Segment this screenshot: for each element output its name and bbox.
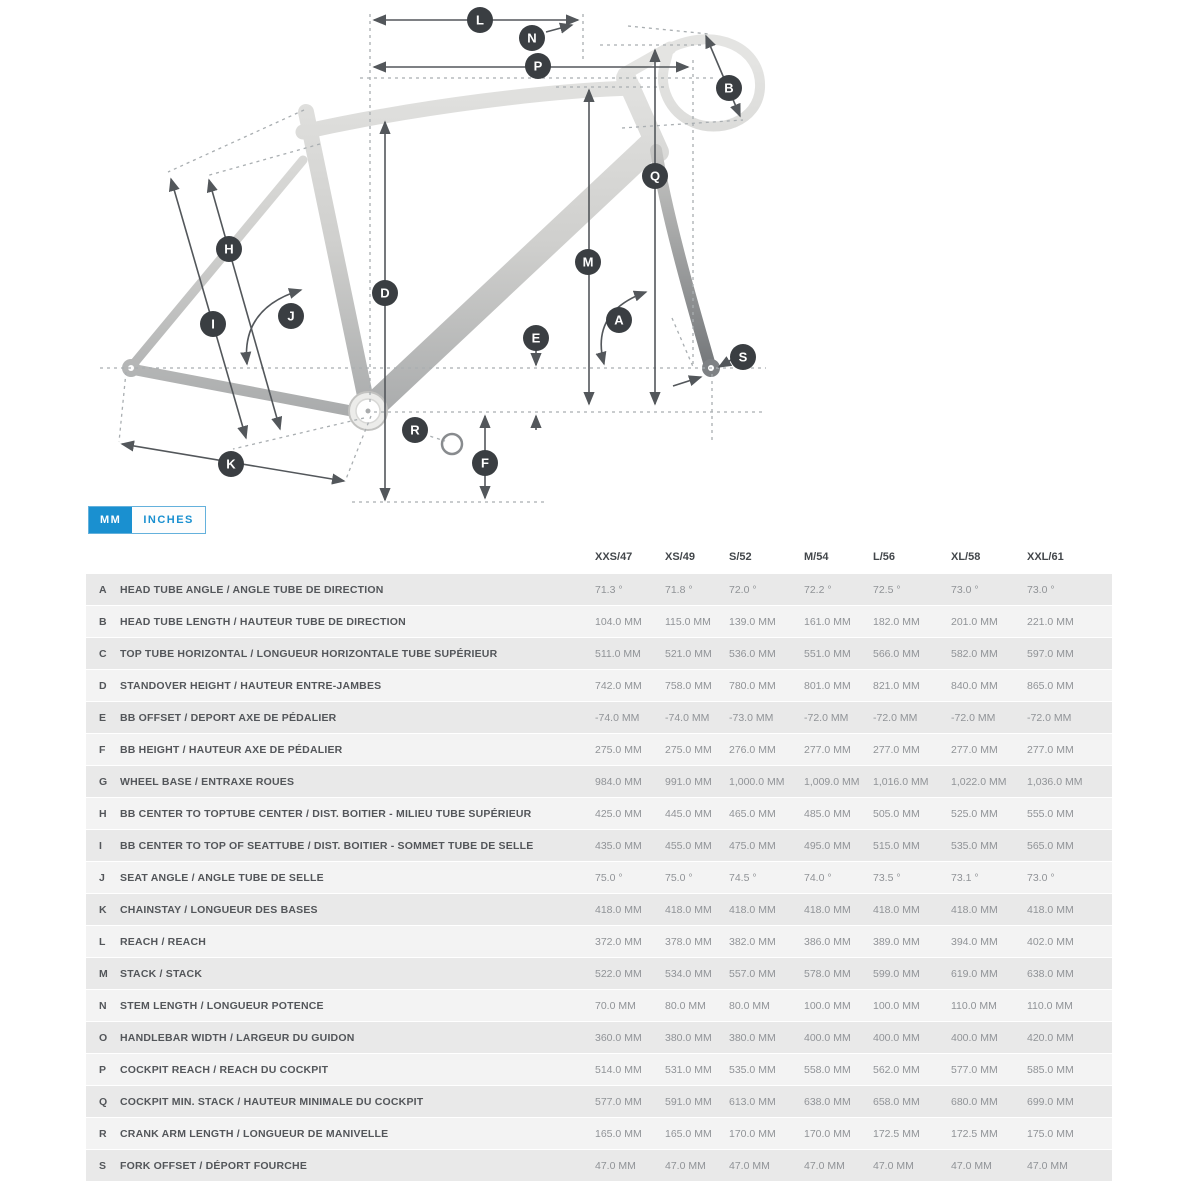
row-value: -74.0 MM bbox=[665, 711, 710, 724]
table-row bbox=[86, 958, 1112, 989]
row-value: 277.0 MM bbox=[1027, 743, 1074, 756]
row-value: -72.0 MM bbox=[951, 711, 996, 724]
mm-toggle-button[interactable]: MM bbox=[89, 507, 132, 533]
row-value: 525.0 MM bbox=[951, 807, 998, 820]
row-letter: H bbox=[99, 807, 107, 820]
row-letter: L bbox=[99, 935, 106, 948]
row-value: 475.0 MM bbox=[729, 839, 776, 852]
row-value: 382.0 MM bbox=[729, 935, 776, 948]
row-value: 780.0 MM bbox=[729, 679, 776, 692]
table-row bbox=[86, 830, 1112, 861]
dimension-marker-R bbox=[402, 417, 428, 443]
row-letter: S bbox=[99, 1159, 107, 1172]
row-value: 558.0 MM bbox=[804, 1063, 851, 1076]
svg-text:D: D bbox=[380, 285, 390, 301]
row-value: 372.0 MM bbox=[595, 935, 642, 948]
row-value: 73.1 ° bbox=[951, 871, 979, 884]
row-value: 591.0 MM bbox=[665, 1095, 712, 1108]
row-value: 47.0 MM bbox=[595, 1159, 636, 1172]
column-header: XS/49 bbox=[665, 550, 695, 563]
row-value: 1,000.0 MM bbox=[729, 775, 785, 788]
table-row bbox=[86, 1150, 1112, 1181]
row-value: 161.0 MM bbox=[804, 615, 851, 628]
row-value: 680.0 MM bbox=[951, 1095, 998, 1108]
table-row bbox=[86, 670, 1112, 701]
bike-geometry-diagram bbox=[0, 0, 1200, 512]
row-value: 418.0 MM bbox=[1027, 903, 1074, 916]
crank-spindle-circle bbox=[442, 434, 462, 454]
svg-text:J: J bbox=[287, 308, 295, 324]
row-value: 465.0 MM bbox=[729, 807, 776, 820]
row-value: 165.0 MM bbox=[665, 1127, 712, 1140]
row-letter: D bbox=[99, 679, 107, 692]
row-value: 577.0 MM bbox=[951, 1063, 998, 1076]
row-value: 566.0 MM bbox=[873, 647, 920, 660]
svg-text:L: L bbox=[476, 12, 484, 28]
svg-text:Q: Q bbox=[649, 168, 661, 184]
row-label: STEM LENGTH / LONGUEUR POTENCE bbox=[120, 999, 324, 1012]
chain-stay bbox=[131, 369, 367, 414]
row-value: 47.0 MM bbox=[873, 1159, 914, 1172]
row-label: SEAT ANGLE / ANGLE TUBE DE SELLE bbox=[120, 871, 324, 884]
row-value: 104.0 MM bbox=[595, 615, 642, 628]
row-letter: N bbox=[99, 999, 107, 1012]
table-row bbox=[86, 798, 1112, 829]
row-value: 71.3 ° bbox=[595, 583, 623, 596]
row-value: 170.0 MM bbox=[729, 1127, 776, 1140]
row-label: CHAINSTAY / LONGUEUR DES BASES bbox=[120, 903, 318, 916]
row-value: 221.0 MM bbox=[1027, 615, 1074, 628]
row-value: 80.0 MM bbox=[665, 999, 706, 1012]
row-letter: M bbox=[99, 967, 108, 980]
row-value: 758.0 MM bbox=[665, 679, 712, 692]
row-label: COCKPIT REACH / REACH DU COCKPIT bbox=[120, 1063, 329, 1076]
bottom-bracket-center bbox=[366, 409, 371, 414]
inches-toggle-button[interactable]: INCHES bbox=[132, 507, 205, 533]
row-letter: E bbox=[99, 711, 107, 724]
row-value: 521.0 MM bbox=[665, 647, 712, 660]
row-value: 47.0 MM bbox=[729, 1159, 770, 1172]
row-value: 613.0 MM bbox=[729, 1095, 776, 1108]
row-value: 360.0 MM bbox=[595, 1031, 642, 1044]
row-value: 699.0 MM bbox=[1027, 1095, 1074, 1108]
row-value: 435.0 MM bbox=[595, 839, 642, 852]
geometry-table-body bbox=[86, 574, 1112, 1181]
row-value: 801.0 MM bbox=[804, 679, 851, 692]
row-letter: F bbox=[99, 743, 106, 756]
row-label: FORK OFFSET / DÉPORT FOURCHE bbox=[120, 1159, 308, 1172]
svg-text:B: B bbox=[724, 80, 734, 96]
row-label: BB HEIGHT / HAUTEUR AXE DE PÉDALIER bbox=[120, 743, 343, 756]
row-letter: O bbox=[99, 1031, 108, 1044]
row-value: 420.0 MM bbox=[1027, 1031, 1074, 1044]
row-value: 175.0 MM bbox=[1027, 1127, 1074, 1140]
row-value: 47.0 MM bbox=[951, 1159, 992, 1172]
row-label: HEAD TUBE ANGLE / ANGLE TUBE DE DIRECTION bbox=[120, 583, 384, 596]
row-value: 536.0 MM bbox=[729, 647, 776, 660]
row-value: 445.0 MM bbox=[665, 807, 712, 820]
row-value: 75.0 ° bbox=[665, 871, 693, 884]
row-value: 511.0 MM bbox=[595, 647, 641, 660]
row-value: 1,016.0 MM bbox=[873, 775, 929, 788]
row-value: 402.0 MM bbox=[1027, 935, 1074, 948]
row-value: 400.0 MM bbox=[804, 1031, 851, 1044]
column-header: S/52 bbox=[729, 550, 752, 563]
row-value: 418.0 MM bbox=[729, 903, 776, 916]
top-tube bbox=[303, 88, 634, 132]
row-value: 73.5 ° bbox=[873, 871, 901, 884]
row-value: 165.0 MM bbox=[595, 1127, 642, 1140]
row-value: 110.0 MM bbox=[951, 999, 997, 1012]
row-value: 742.0 MM bbox=[595, 679, 642, 692]
row-value: 72.2 ° bbox=[804, 583, 832, 596]
row-value: 658.0 MM bbox=[873, 1095, 920, 1108]
row-value: 400.0 MM bbox=[951, 1031, 998, 1044]
row-value: 100.0 MM bbox=[873, 999, 920, 1012]
row-value: 378.0 MM bbox=[665, 935, 712, 948]
row-value: 170.0 MM bbox=[804, 1127, 851, 1140]
row-value: 72.0 ° bbox=[729, 583, 757, 596]
dimension-marker-M bbox=[575, 249, 601, 275]
row-label: STANDOVER HEIGHT / HAUTEUR ENTRE-JAMBES bbox=[120, 679, 382, 692]
dimension-marker-I bbox=[200, 311, 226, 337]
down-tube bbox=[371, 146, 650, 408]
dim-S-offset-arrow bbox=[673, 377, 701, 386]
row-label: HANDLEBAR WIDTH / LARGEUR DU GUIDON bbox=[120, 1031, 355, 1044]
row-value: 585.0 MM bbox=[1027, 1063, 1074, 1076]
table-row bbox=[86, 1022, 1112, 1053]
row-value: 619.0 MM bbox=[951, 967, 998, 980]
table-row bbox=[86, 734, 1112, 765]
dimension-marker-K bbox=[218, 451, 244, 477]
svg-text:K: K bbox=[226, 456, 236, 472]
row-value: 599.0 MM bbox=[873, 967, 920, 980]
row-value: 638.0 MM bbox=[1027, 967, 1074, 980]
row-value: 418.0 MM bbox=[951, 903, 998, 916]
row-label: BB CENTER TO TOP OF SEATTUBE / DIST. BOITIER - SOMMET TUBE DE SELLE bbox=[120, 839, 534, 852]
dimension-marker-E bbox=[523, 325, 549, 351]
row-value: 534.0 MM bbox=[665, 967, 712, 980]
table-row bbox=[86, 702, 1112, 733]
row-value: 380.0 MM bbox=[729, 1031, 776, 1044]
row-value: 74.5 ° bbox=[729, 871, 757, 884]
row-value: 551.0 MM bbox=[804, 647, 851, 660]
row-value: 182.0 MM bbox=[873, 615, 920, 628]
table-row bbox=[86, 1086, 1112, 1117]
svg-text:F: F bbox=[481, 455, 489, 471]
row-value: 110.0 MM bbox=[1027, 999, 1073, 1012]
row-value: 418.0 MM bbox=[804, 903, 851, 916]
row-value: 276.0 MM bbox=[729, 743, 776, 756]
row-value: 522.0 MM bbox=[595, 967, 642, 980]
svg-text:I: I bbox=[211, 316, 215, 332]
row-value: 380.0 MM bbox=[665, 1031, 712, 1044]
row-value: 73.0 ° bbox=[951, 583, 979, 596]
row-value: 455.0 MM bbox=[665, 839, 712, 852]
row-value: 582.0 MM bbox=[951, 647, 998, 660]
row-label: COCKPIT MIN. STACK / HAUTEUR MINIMALE DU COCKPIT bbox=[120, 1095, 424, 1108]
row-letter: K bbox=[99, 903, 107, 916]
row-value: 535.0 MM bbox=[729, 1063, 776, 1076]
svg-text:H: H bbox=[224, 241, 234, 257]
row-value: 515.0 MM bbox=[873, 839, 920, 852]
svg-text:S: S bbox=[738, 349, 748, 365]
row-value: 557.0 MM bbox=[729, 967, 776, 980]
row-value: 865.0 MM bbox=[1027, 679, 1074, 692]
row-letter: A bbox=[99, 583, 107, 596]
row-letter: P bbox=[99, 1063, 107, 1076]
row-value: 485.0 MM bbox=[804, 807, 851, 820]
svg-text:A: A bbox=[614, 312, 624, 328]
table-row bbox=[86, 894, 1112, 925]
dimension-marker-B bbox=[716, 75, 742, 101]
row-value: 386.0 MM bbox=[804, 935, 851, 948]
row-value: 1,036.0 MM bbox=[1027, 775, 1083, 788]
geometry-table-header bbox=[86, 540, 1112, 573]
row-value: 275.0 MM bbox=[595, 743, 642, 756]
row-value: 139.0 MM bbox=[729, 615, 776, 628]
row-label: TOP TUBE HORIZONTAL / LONGUEUR HORIZONTALE TUBE SUPÉRIEUR bbox=[120, 647, 498, 660]
row-value: 71.8 ° bbox=[665, 583, 693, 596]
row-value: 72.5 ° bbox=[873, 583, 901, 596]
table-row bbox=[86, 1118, 1112, 1149]
row-value: 400.0 MM bbox=[873, 1031, 920, 1044]
row-letter: R bbox=[99, 1127, 107, 1140]
row-value: 1,009.0 MM bbox=[804, 775, 860, 788]
row-value: 495.0 MM bbox=[804, 839, 851, 852]
row-value: -74.0 MM bbox=[595, 711, 640, 724]
svg-text:R: R bbox=[410, 422, 420, 438]
row-letter: I bbox=[99, 839, 102, 852]
svg-text:N: N bbox=[527, 30, 537, 46]
dimension-marker-S bbox=[730, 344, 756, 370]
row-value: 565.0 MM bbox=[1027, 839, 1074, 852]
column-header: XL/58 bbox=[951, 550, 981, 563]
dimension-marker-H bbox=[216, 236, 242, 262]
row-label: REACH / REACH bbox=[120, 935, 207, 948]
row-value: -72.0 MM bbox=[804, 711, 849, 724]
table-row bbox=[86, 926, 1112, 957]
handlebar bbox=[663, 39, 760, 126]
row-value: 505.0 MM bbox=[873, 807, 920, 820]
row-value: 418.0 MM bbox=[595, 903, 642, 916]
row-value: 47.0 MM bbox=[1027, 1159, 1068, 1172]
row-value: 172.5 MM bbox=[951, 1127, 998, 1140]
row-value: 577.0 MM bbox=[595, 1095, 642, 1108]
row-label: WHEEL BASE / ENTRAXE ROUES bbox=[120, 775, 295, 788]
row-value: 418.0 MM bbox=[665, 903, 712, 916]
row-value: 47.0 MM bbox=[804, 1159, 845, 1172]
row-value: 74.0 ° bbox=[804, 871, 832, 884]
row-value: 597.0 MM bbox=[1027, 647, 1074, 660]
table-row bbox=[86, 574, 1112, 605]
dimension-marker-D bbox=[372, 280, 398, 306]
dimension-marker-J bbox=[278, 303, 304, 329]
row-value: 991.0 MM bbox=[665, 775, 712, 788]
row-letter: C bbox=[99, 647, 107, 660]
column-header: L/56 bbox=[873, 550, 896, 563]
svg-text:E: E bbox=[531, 330, 541, 346]
row-value: 840.0 MM bbox=[951, 679, 998, 692]
row-label: STACK / STACK bbox=[120, 967, 203, 980]
dimension-marker-L bbox=[467, 7, 493, 33]
row-value: 73.0 ° bbox=[1027, 871, 1055, 884]
geometry-table bbox=[86, 540, 1112, 1182]
row-value: 80.0 MM bbox=[729, 999, 770, 1012]
unit-toggle[interactable] bbox=[88, 506, 206, 534]
row-value: 578.0 MM bbox=[804, 967, 851, 980]
table-row bbox=[86, 766, 1112, 797]
row-value: 555.0 MM bbox=[1027, 807, 1074, 820]
row-value: 277.0 MM bbox=[873, 743, 920, 756]
column-header: M/54 bbox=[804, 550, 829, 563]
row-letter: Q bbox=[99, 1095, 108, 1108]
row-value: -72.0 MM bbox=[1027, 711, 1072, 724]
row-value: 425.0 MM bbox=[595, 807, 642, 820]
row-value: 100.0 MM bbox=[804, 999, 851, 1012]
seat-tube bbox=[306, 112, 368, 410]
row-value: 275.0 MM bbox=[665, 743, 712, 756]
row-value: -72.0 MM bbox=[873, 711, 918, 724]
row-value: 47.0 MM bbox=[665, 1159, 706, 1172]
row-letter: B bbox=[99, 615, 107, 628]
row-value: 1,022.0 MM bbox=[951, 775, 1007, 788]
row-value: 821.0 MM bbox=[873, 679, 920, 692]
table-row bbox=[86, 862, 1112, 893]
table-row bbox=[86, 606, 1112, 637]
row-value: 562.0 MM bbox=[873, 1063, 920, 1076]
table-row bbox=[86, 638, 1112, 669]
dimension-marker-N bbox=[519, 25, 545, 51]
dimension-marker-Q bbox=[642, 163, 668, 189]
row-value: 201.0 MM bbox=[951, 615, 998, 628]
row-value: 535.0 MM bbox=[951, 839, 998, 852]
row-label: BB CENTER TO TOPTUBE CENTER / DIST. BOITIER - MILIEU TUBE SUPÉRIEUR bbox=[120, 807, 532, 820]
row-value: 75.0 ° bbox=[595, 871, 623, 884]
row-value: 73.0 ° bbox=[1027, 583, 1055, 596]
dim-N-pointer bbox=[546, 25, 572, 32]
row-value: 115.0 MM bbox=[665, 615, 711, 628]
row-value: 984.0 MM bbox=[595, 775, 642, 788]
row-value: 394.0 MM bbox=[951, 935, 998, 948]
row-label: HEAD TUBE LENGTH / HAUTEUR TUBE DE DIRECTION bbox=[120, 615, 406, 628]
row-label: BB OFFSET / DEPORT AXE DE PÉDALIER bbox=[120, 711, 337, 724]
row-value: 172.5 MM bbox=[873, 1127, 920, 1140]
row-value: -73.0 MM bbox=[729, 711, 774, 724]
dimension-marker-F bbox=[472, 450, 498, 476]
column-header: XXS/47 bbox=[595, 550, 633, 563]
row-value: 514.0 MM bbox=[595, 1063, 642, 1076]
row-value: 418.0 MM bbox=[873, 903, 920, 916]
svg-text:P: P bbox=[533, 58, 543, 74]
column-header: XXL/61 bbox=[1027, 550, 1064, 563]
row-value: 531.0 MM bbox=[665, 1063, 712, 1076]
row-label: CRANK ARM LENGTH / LONGUEUR DE MANIVELLE bbox=[120, 1127, 389, 1140]
row-value: 277.0 MM bbox=[804, 743, 851, 756]
row-value: 277.0 MM bbox=[951, 743, 998, 756]
row-letter: J bbox=[99, 871, 105, 884]
row-value: 70.0 MM bbox=[595, 999, 636, 1012]
svg-text:M: M bbox=[582, 254, 594, 270]
table-row bbox=[86, 990, 1112, 1021]
table-row bbox=[86, 1054, 1112, 1085]
dimension-marker-A bbox=[606, 307, 632, 333]
dim-S-pointer bbox=[719, 360, 731, 367]
row-value: 638.0 MM bbox=[804, 1095, 851, 1108]
row-value: 389.0 MM bbox=[873, 935, 920, 948]
row-letter: G bbox=[99, 775, 108, 788]
dimension-marker-P bbox=[525, 53, 551, 79]
